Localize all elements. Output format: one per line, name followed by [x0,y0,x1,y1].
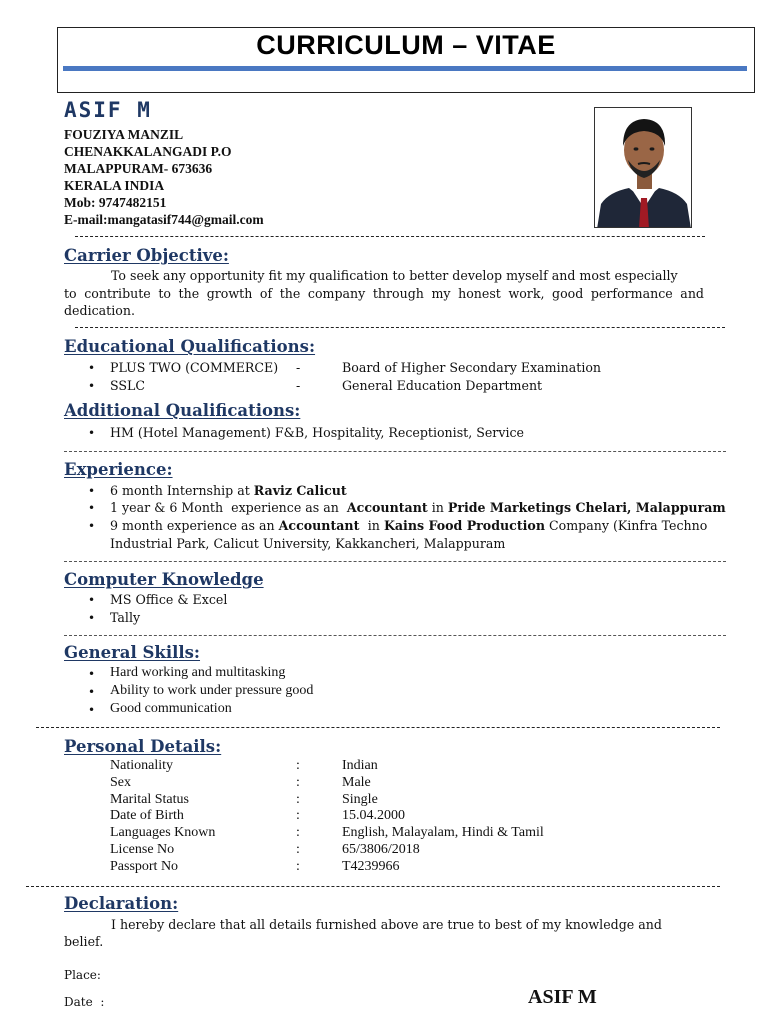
date-label: Date : [64,995,105,1009]
email-address: E-mail:mangatasif744@gmail.com [64,212,264,227]
personal-separator: : [296,859,300,874]
personal-value: Indian [342,758,378,773]
personal-value: Single [342,792,378,807]
experience-employer: Raviz Calicut [253,483,347,498]
portrait-image [595,108,692,228]
address-line: CHENAKKALANGADI P.O [64,144,232,159]
experience-text: in [363,518,384,533]
personal-separator: : [296,792,300,807]
experience-text: 9 month experience as an [110,518,279,533]
computer-item: Tally [110,610,141,625]
personal-value: 15.04.2000 [342,808,405,823]
skill-item: Hard working and multitasking [110,665,286,680]
declaration-heading: Declaration: [64,894,179,913]
personal-separator: : [296,775,300,790]
personal-value: 65/3806/2018 [342,842,420,857]
personal-label: Nationality [110,758,173,773]
personal-label: Date of Birth [110,808,184,823]
address-line: FOUZIYA MANZIL [64,127,184,142]
profile-photo [594,107,692,228]
experience-employer: Pride Marketings Chelari, Malappuram [447,500,726,515]
education-separator: - [296,360,301,375]
personal-separator: : [296,808,300,823]
bullet-icon: • [88,593,96,607]
education-separator: - [296,378,301,393]
declaration-text-line: belief. [64,934,104,949]
bullet-icon: • [88,703,96,717]
section-divider [64,451,726,452]
personal-value: T4239966 [342,859,400,874]
education-course: PLUS TWO (COMMERCE) [110,360,279,375]
education-board: General Education Department [342,378,543,393]
computer-heading: Computer Knowledge [64,570,264,589]
experience-text: 1 year & 6 Month experience as an [110,500,347,515]
page-title: CURRICULUM – VITAE [256,30,556,60]
experience-heading: Experience: [64,460,173,479]
experience-employer: Kains Food Production [383,518,545,533]
personal-label: Marital Status [110,792,189,807]
skill-item: Ability to work under pressure good [110,683,314,698]
personal-separator: : [296,825,300,840]
section-divider [26,886,720,887]
personal-label: Languages Known [110,825,216,840]
bullet-icon: • [88,361,96,375]
bullet-icon: • [88,379,96,393]
experience-role: Accountant [346,500,428,515]
objective-text-line: to contribute to the growth of the company through my honest work, good performance and [64,286,704,301]
personal-value: Male [342,775,371,790]
bullet-icon: • [88,611,96,625]
section-divider [64,635,726,636]
bullet-icon: • [88,519,96,533]
personal-label: License No [110,842,175,857]
candidate-name: ASIF M [64,98,152,122]
declaration-text-line: I hereby declare that all details furnished above are true to best of my knowledge and [111,917,662,932]
additional-item: HM (Hotel Management) F&B, Hospitality, Receptionist, Service [110,425,524,440]
section-divider [64,561,726,562]
section-divider [36,727,720,728]
education-course: SSLC [110,378,146,393]
section-divider [75,327,725,328]
mobile-number: Mob: 9747482151 [64,195,167,210]
additional-heading: Additional Qualifications: [64,401,301,420]
title-underline [63,66,747,71]
place-label: Place: [64,968,101,982]
skill-item: Good communication [110,701,232,716]
personal-label: Passport No [110,859,179,874]
personal-separator: : [296,758,300,773]
address-line: MALAPPURAM- 673636 [64,161,213,176]
bullet-icon: • [88,667,96,681]
experience-role: Accountant [278,518,364,533]
personal-heading: Personal Details: [64,737,222,756]
personal-label: Sex [110,775,131,790]
experience-text: Company (Kinfra Techno [545,518,708,533]
skills-heading: General Skills: [64,643,201,662]
experience-item [110,500,726,515]
objective-heading: Carrier Objective: [64,246,229,265]
bullet-icon: • [88,501,96,515]
education-heading: Educational Qualifications: [64,337,316,356]
experience-text: 6 month Internship at [110,483,254,498]
section-divider [75,236,705,237]
personal-value: English, Malayalam, Hindi & Tamil [342,825,544,840]
bullet-icon: • [88,426,96,440]
experience-item-continued: Industrial Park, Calicut University, Kakkancheri, Malappuram [110,536,506,551]
computer-item: MS Office & Excel [110,592,228,607]
objective-text-line: To seek any opportunity fit my qualification to better develop myself and most especially [111,268,678,283]
experience-text: in [427,500,448,515]
address-line: KERALA INDIA [64,178,165,193]
bullet-icon: • [88,484,96,498]
signature-name: ASIF M [528,986,597,1008]
experience-item [110,483,347,498]
bullet-icon: • [88,685,96,699]
personal-separator: : [296,842,300,857]
education-board: Board of Higher Secondary Examination [342,360,602,375]
experience-item [110,518,707,533]
objective-text-line: dedication. [64,303,135,318]
